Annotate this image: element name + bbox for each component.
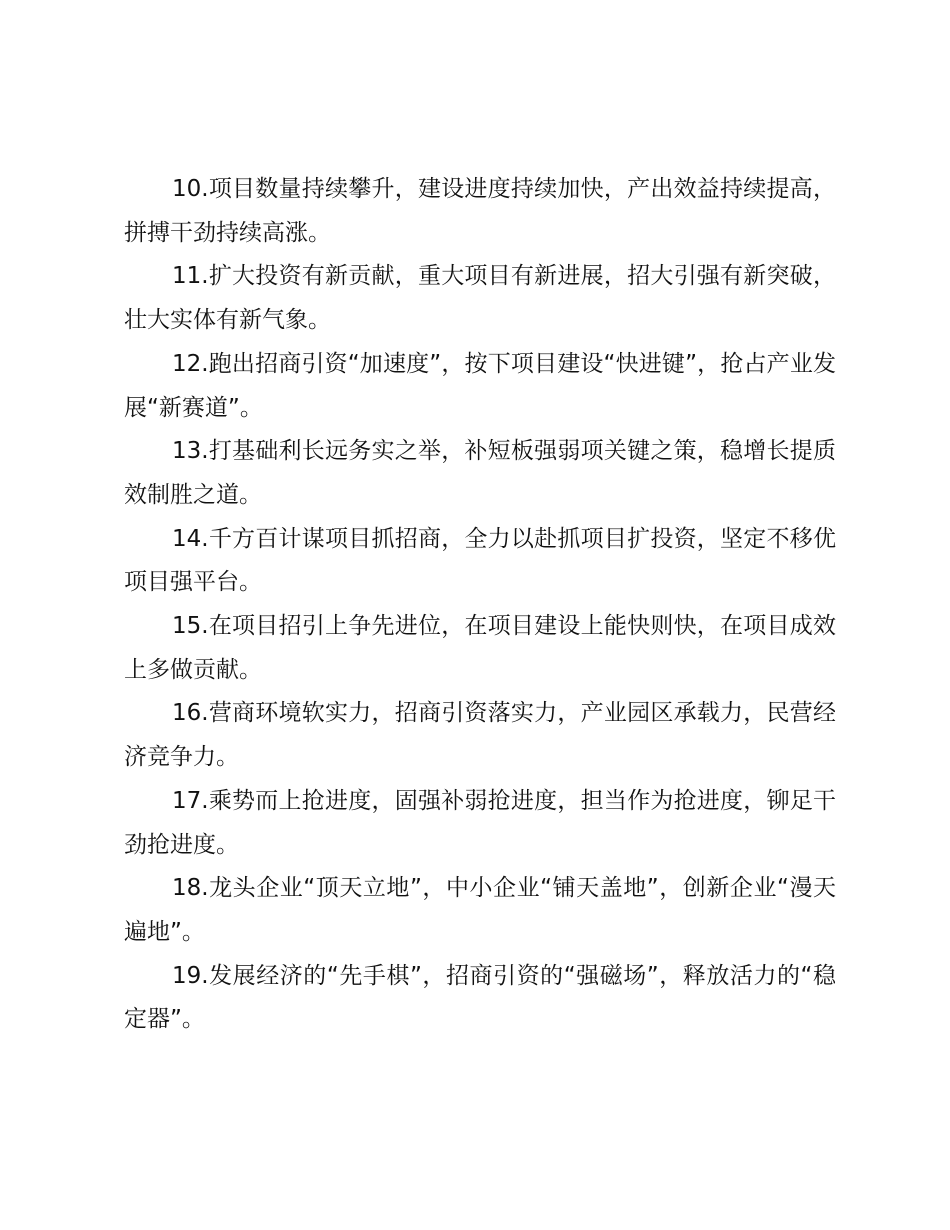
paragraph-15: 15.在项目招引上争先进位，在项目建设上能快则快，在项目成效上多做贡献。 <box>124 613 836 683</box>
paragraph-19: 19.发展经济的“先手棋”，招商引资的“强磁场”，释放活力的“稳定器”。 <box>124 962 836 1033</box>
paragraph-18: 18.龙头企业“顶天立地”，中小企业“铺天盖地”，创新企业“漫天遍地”。 <box>124 875 836 945</box>
paragraph-10: 10.项目数量持续攀升，建设进度持续加快，产出效益持续提高，拼搏干劲持续高涨。 <box>124 176 836 246</box>
paragraph-14: 14.千方百计谋项目抓招商，全力以赴抓项目扩投资，坚定不移优项目强平台。 <box>124 525 836 596</box>
paragraph-12: 12.跑出招商引资“加速度”，按下项目建设“快进键”，抢占产业发展“新赛道”。 <box>124 350 836 421</box>
document-body <box>124 168 836 1042</box>
paragraph-11: 11.扩大投资有新贡献，重大项目有新进展，招大引强有新突破，壮大实体有新气象。 <box>124 263 836 334</box>
paragraph-16: 16.营商环境软实力，招商引资落实力，产业园区承载力，民营经济竞争力。 <box>124 700 836 771</box>
paragraph-13: 13.打基础利长远务实之举，补短板强弱项关键之策，稳增长提质效制胜之道。 <box>124 438 836 508</box>
paragraph-17: 17.乘势而上抢进度，固强补弱抢进度，担当作为抢进度，铆足干劲抢进度。 <box>124 787 836 858</box>
